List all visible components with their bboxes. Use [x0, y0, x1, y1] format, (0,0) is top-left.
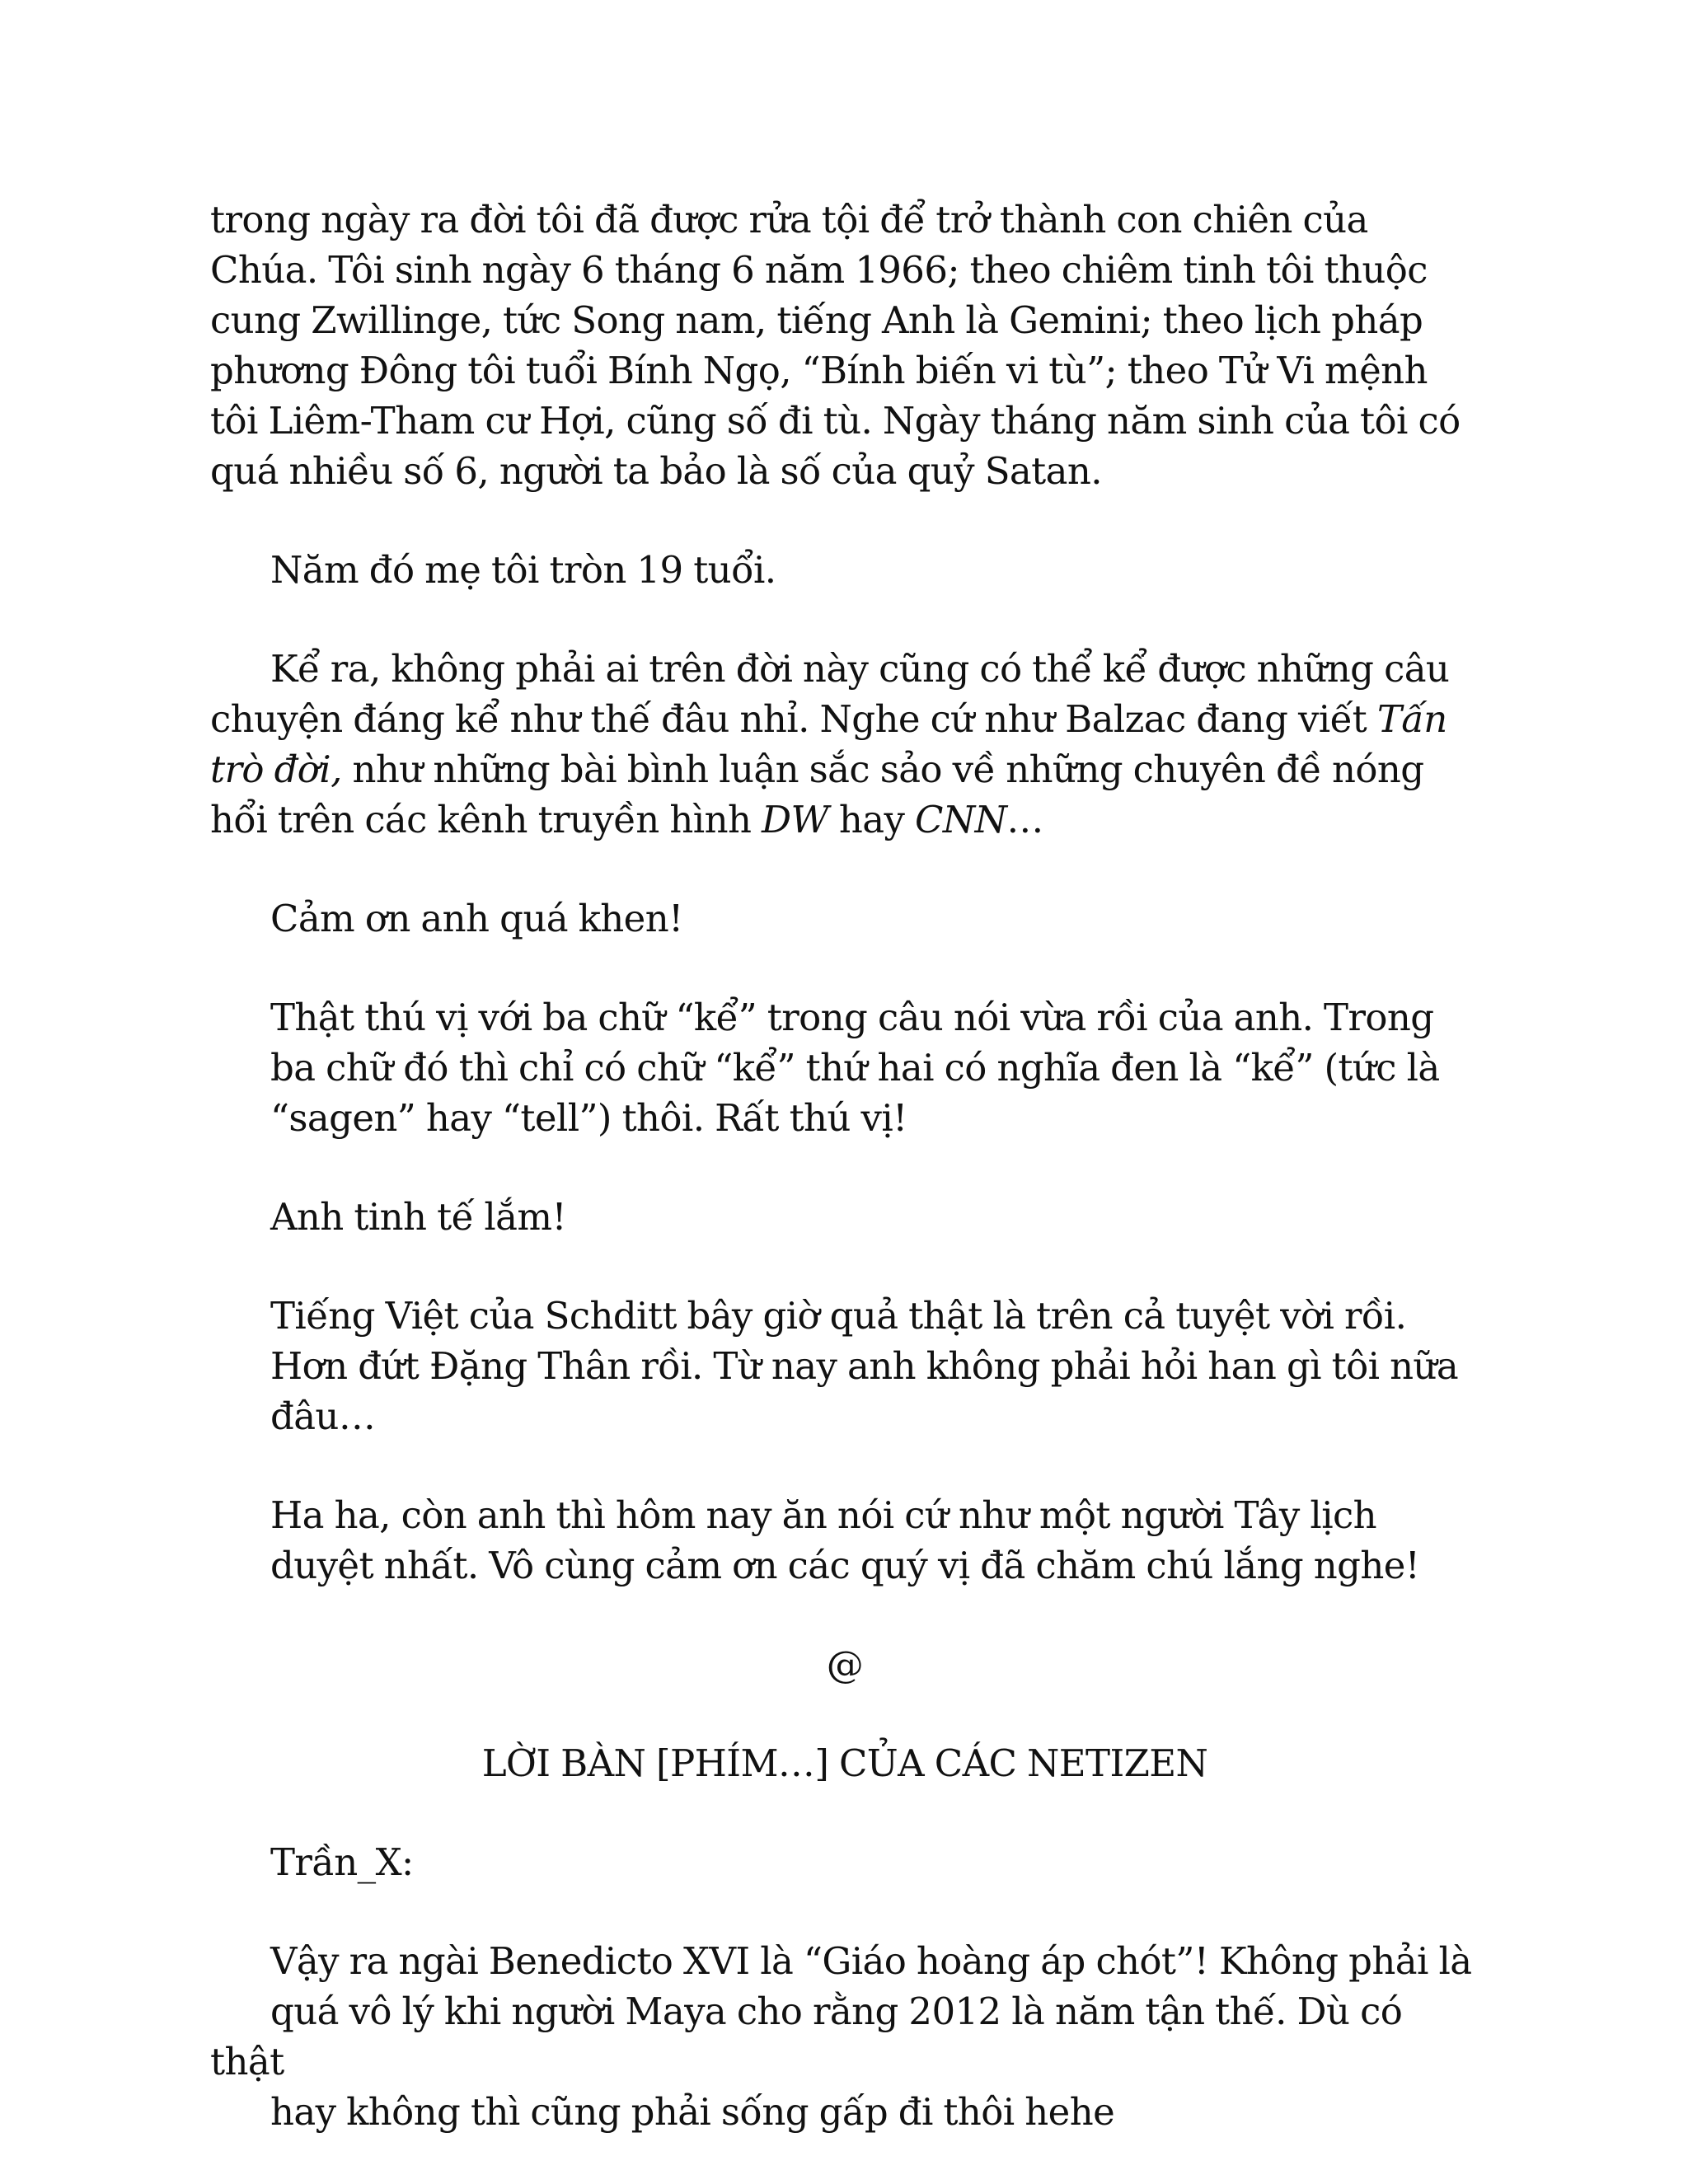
- text-fragment: chuyện đáng kể như thế đâu nhỉ. Nghe cứ như Balzac đang viết: [210, 697, 1377, 741]
- text-line: Ha ha, còn anh thì hôm nay ăn nói cứ như một người Tây lịch: [270, 1493, 1376, 1537]
- text-line: cung Zwillinge, tức Song nam, tiếng Anh là Gemini; theo lịch pháp: [210, 298, 1423, 342]
- text-line: Vậy ra ngài Benedicto XVI là “Giáo hoàng áp chót”! Không phải là: [270, 1939, 1472, 1983]
- text-line: Tiếng Việt của Schditt bây giờ quả thật là trên cả tuyệt vời rồi.: [270, 1294, 1407, 1338]
- text-line: trong ngày ra đời tôi đã được rửa tội để trở thành con chiên của: [210, 198, 1368, 241]
- text-line: duyệt nhất. Vô cùng cảm ơn các quý vị đã chăm chú lắng nghe!: [270, 1544, 1420, 1587]
- text-line: “sagen” hay “tell”) thôi. Rất thú vị!: [270, 1096, 907, 1140]
- text-line: Kể ra, không phải ai trên đời này cũng có thể kể được những câu: [270, 647, 1450, 691]
- text-fragment: hổi trên các kênh truyền hình: [210, 798, 762, 841]
- text-fragment: như những bài bình luận sắc sảo về những chuyên đề nóng: [341, 748, 1424, 791]
- text-line: tôi Liêm-Tham cư Hợi, cũng số đi tù. Ngày tháng năm sinh của tôi có: [210, 399, 1461, 443]
- paragraph-mother-age: Năm đó mẹ tôi tròn 19 tuổi.: [270, 548, 776, 592]
- commenter-name: Trần_X:: [270, 1840, 414, 1884]
- document-page: [210, 194, 1479, 2137]
- comment-text: [210, 1936, 1479, 2137]
- text-line: quá nhiều số 6, người ta bảo là số của quỷ Satan.: [210, 449, 1102, 493]
- paragraph-vietnamese: [210, 1291, 1479, 1441]
- section-heading: LỜI BÀN [PHÍM…] CỦA CÁC NETIZEN: [481, 1741, 1208, 1785]
- paragraph-closing: [210, 1490, 1479, 1591]
- channel-name-italic: CNN: [915, 798, 1007, 841]
- text-fragment: hay: [828, 798, 916, 841]
- section-separator: @: [826, 1643, 864, 1686]
- text-line: quá vô lý khi người Maya cho rằng 2012 là năm tận thế. Dù có thật: [210, 1990, 1403, 2083]
- text-line: Thật thú vị với ba chữ “kể” trong câu nói vừa rồi của anh. Trong: [270, 996, 1434, 1039]
- paragraph-three-words: [210, 992, 1479, 1143]
- paragraph-compliment: Anh tinh tế lắm!: [270, 1195, 566, 1239]
- book-title-italic: trò đời,: [210, 748, 342, 791]
- paragraph-thanks: Cảm ơn anh quá khen!: [270, 897, 683, 940]
- text-line: ba chữ đó thì chỉ có chữ “kể” thứ hai có nghĩa đen là “kể” (tức là: [270, 1046, 1440, 1090]
- channel-name-italic: DW: [762, 798, 829, 841]
- text-line: đâu…: [270, 1394, 376, 1438]
- paragraph-birth: [210, 194, 1479, 496]
- paragraph-storytelling: [210, 644, 1479, 845]
- text-line: Chúa. Tôi sinh ngày 6 tháng 6 năm 1966; theo chiêm tinh tôi thuộc: [210, 248, 1428, 292]
- text-fragment: …: [1006, 798, 1043, 841]
- book-title-italic: Tấn: [1376, 697, 1447, 741]
- text-line: phương Đông tôi tuổi Bính Ngọ, “Bính biến vi tù”; theo Tử Vi mệnh: [210, 349, 1428, 392]
- text-line: Hơn đứt Đặng Thân rồi. Từ nay anh không phải hỏi han gì tôi nữa: [270, 1344, 1459, 1388]
- text-line: hay không thì cũng phải sống gấp đi thôi hehe: [270, 2090, 1115, 2134]
